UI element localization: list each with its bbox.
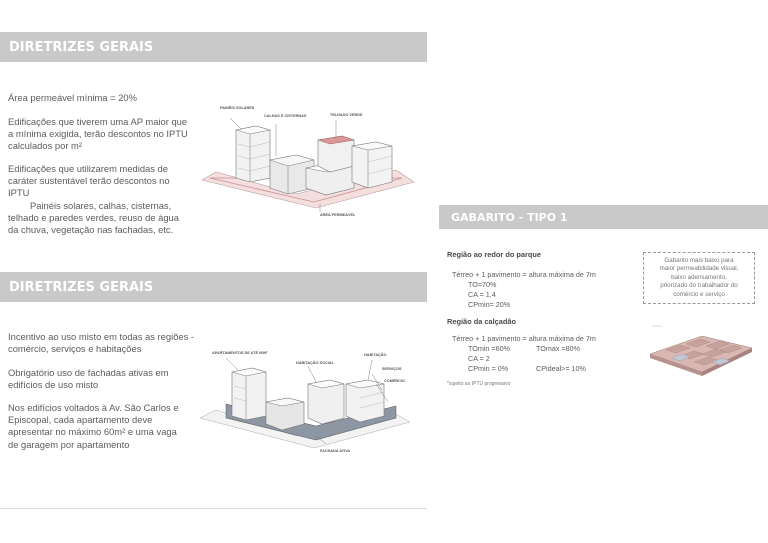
- text-line: Térreo + 1 pavimento = altura máxima de 7m: [452, 334, 596, 343]
- sustainable-building-illustration: [196, 100, 424, 220]
- section-header-diretrizes-2: DIRETRIZES GERAIS: [0, 272, 427, 302]
- section-header-diretrizes-1: DIRETRIZES GERAIS: [0, 32, 427, 62]
- text-line: CA = 1,4: [468, 290, 496, 299]
- text-line: CA = 2: [468, 354, 490, 363]
- bottom-divider: [0, 508, 427, 509]
- label-habitacao: HABITAÇÃO: [364, 353, 387, 357]
- text-line: TOmin =60%: [468, 344, 511, 353]
- subhead-calcadao: Região da calçadão: [447, 317, 517, 326]
- label-apartamentos: APARTAMENTOS DE ATÉ 60M²: [212, 351, 268, 355]
- text-line: Edificações que utilizarem medidas de: [8, 163, 168, 174]
- text-line: apresentar no máximo 60m² e uma vaga: [8, 426, 177, 438]
- label-fachada-ativa: FACHADA ATIVA: [320, 449, 351, 453]
- text-line: CPmin = 0%: [468, 364, 509, 373]
- text-line: de garagem por apartamento: [8, 438, 130, 450]
- ap-discount-paragraph: [8, 116, 188, 153]
- label-telhado-verde: TELHADO VERDE: [330, 113, 363, 117]
- text-line: comércio e serviço: [673, 290, 725, 298]
- text-line: a mínima exigida, terão descontos no IPTU: [8, 128, 188, 140]
- label-paineis-solares: PAINÉIS SOLARES: [220, 106, 255, 110]
- text-line: CPideal>= 10%: [536, 364, 586, 373]
- text-line: IPTU: [8, 187, 30, 199]
- text-line: TOmax =80%: [536, 344, 581, 353]
- apartment-rule-paragraph: [8, 402, 179, 451]
- permeable-area-text: Área permeável mínima = 20%: [8, 92, 137, 103]
- text-line: TO=70%: [468, 280, 497, 289]
- label-calhas-cisternas: CALHAS E CISTERNAS: [264, 114, 307, 118]
- text-line: baixo adensamento,: [671, 273, 727, 281]
- mixed-use-building-illustration: [196, 344, 424, 464]
- calcadao-rules: [452, 334, 632, 374]
- footnote-iptu: *sujeito ao IPTU progressivo: [447, 381, 511, 387]
- text-line: Térreo + 1 pavimento = altura máxima de 7m: [452, 270, 596, 279]
- text-line: telhado e paredes verdes, reuso de água: [8, 211, 179, 223]
- text-line: comércio, serviços e habitações: [8, 343, 142, 355]
- text-line: Incentivo ao uso misto em todas as regiões -: [8, 331, 195, 342]
- text-line: maior permeabilidade visual,: [659, 265, 739, 273]
- label-habitacao-social: HABITAÇÃO SOCIAL: [296, 361, 334, 365]
- text-line: calculados por m²: [8, 140, 82, 152]
- text-line: Gabarito mais baixo para: [664, 257, 734, 264]
- parque-rules: [452, 270, 596, 310]
- text-line: edifícios de uso misto: [8, 379, 99, 391]
- active-facade-paragraph: [8, 367, 169, 391]
- mixed-use-paragraph: [8, 331, 194, 355]
- label-comercio: COMÉRCIO: [384, 379, 405, 383]
- gabarito-massing-model: [646, 318, 756, 378]
- text-line: Edificações que tiverem uma AP maior que: [8, 116, 188, 127]
- text-line: da chuva, vegetação nas fachadas, etc.: [8, 224, 174, 236]
- text-line: priorizado do trabalhador do: [660, 282, 738, 290]
- label-servicos: SERVIÇOS: [382, 367, 402, 371]
- text-line: Obrigatório uso de fachadas ativas em: [8, 367, 169, 378]
- text-line: Nos edifícios voltados à Av. São Carlos e: [8, 402, 179, 413]
- gabarito-callout-box: [643, 252, 755, 304]
- section-header-gabarito: GABARITO - TIPO 1: [439, 205, 768, 229]
- text-line: caráter sustentável terão descontos no: [8, 175, 170, 187]
- text-line: CPmin= 20%: [468, 300, 511, 309]
- sustainable-discount-paragraph: [8, 163, 179, 236]
- subhead-parque: Região ao redor do parque: [447, 250, 542, 259]
- label-area-permeavel: ÁREA PERMEÁVEL: [320, 213, 356, 217]
- text-line: Episcopal, cada apartamento deve: [8, 414, 153, 426]
- text-line: Painéis solares, calhas, cisternas,: [30, 199, 172, 211]
